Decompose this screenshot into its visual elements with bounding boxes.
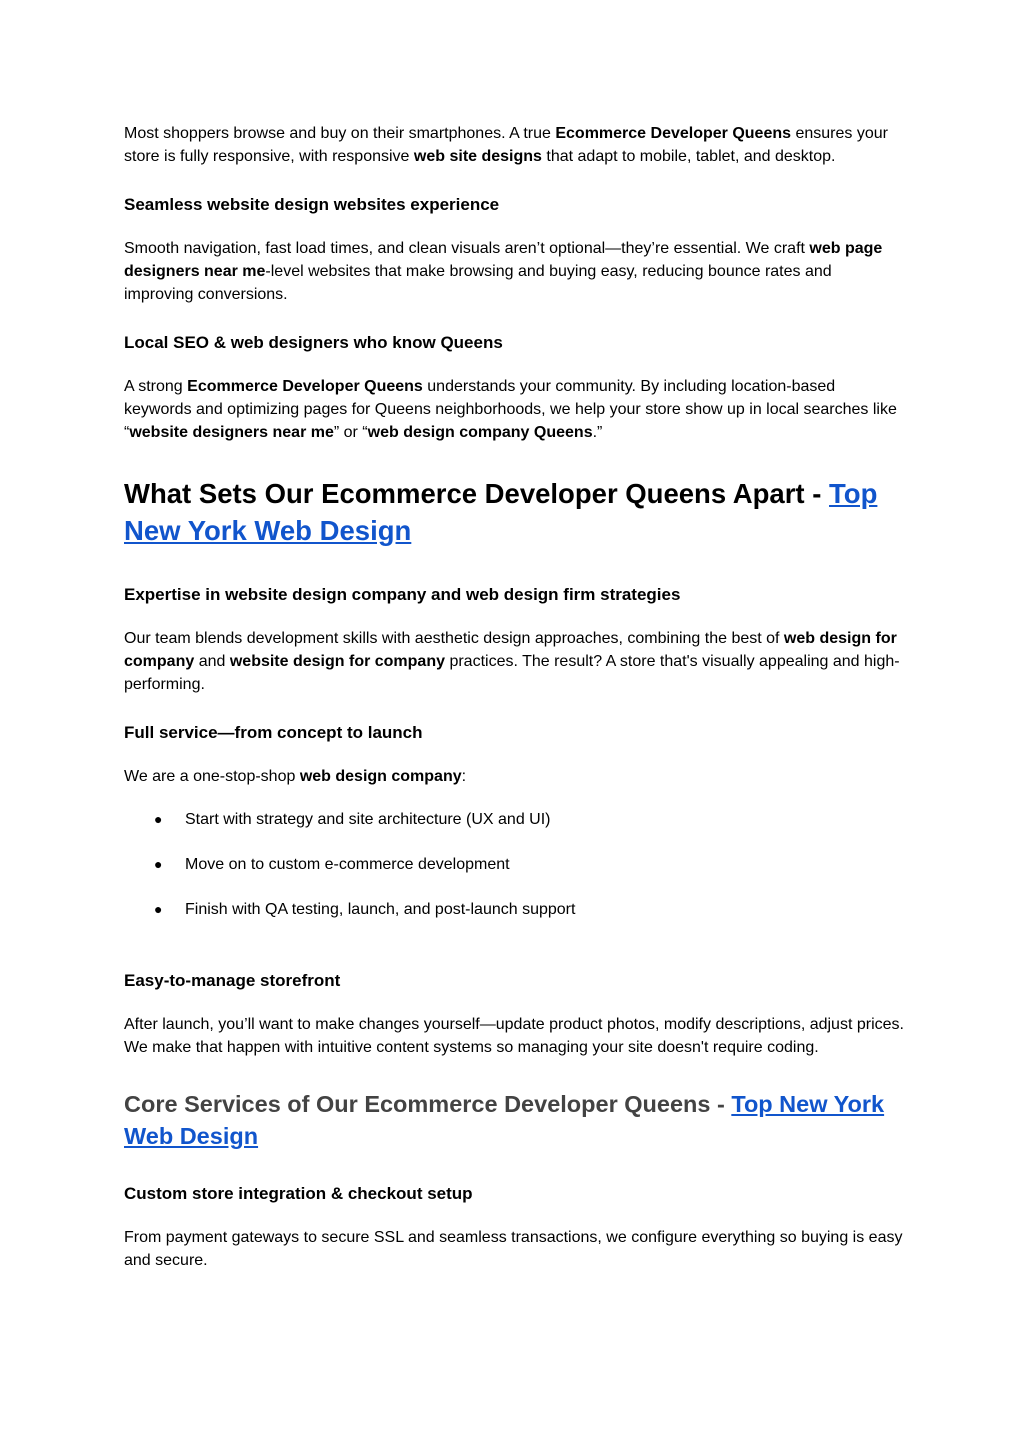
storefront-paragraph: After launch, you’ll want to make changes yourself—update product photos, modify descriptions, adjust prices. We make that happen with intuitive content systems so managing your site doesn't require coding. bbox=[124, 1016, 904, 1056]
document-page bbox=[124, 122, 904, 1272]
bullet-icon: ● bbox=[154, 901, 163, 917]
top-new-york-web-design-link[interactable]: Top New York Web Design bbox=[124, 478, 878, 546]
list-item: ● Move on to custom e-commerce development bbox=[124, 853, 904, 876]
local-seo-heading: Local SEO & web designers who know Queens bbox=[124, 333, 503, 352]
seamless-heading: Seamless website design websites experience bbox=[124, 195, 500, 214]
top-new-york-web-design-link[interactable]: Top New York Web Design bbox=[124, 1091, 885, 1149]
expertise-paragraph: Our team blends development skills with aesthetic design approaches, combining the best of web design for company and website design for company practices. The result? A store that's visually appealing and high-performing. bbox=[124, 630, 900, 693]
local-seo-paragraph: A strong Ecommerce Developer Queens understands your community. By including location-based keywords and optimizing pages for Queens neighborhoods, we help your store show up in local searches like “website designers near me” or “web design company Queens.” bbox=[124, 378, 897, 441]
service-steps-list bbox=[124, 808, 904, 921]
expertise-heading: Expertise in website design company and web design firm strategies bbox=[124, 585, 681, 604]
checkout-heading: Custom store integration & checkout setup bbox=[124, 1184, 473, 1203]
bullet-icon: ● bbox=[154, 811, 163, 827]
full-service-paragraph: We are a one-stop-shop web design company: bbox=[124, 768, 467, 785]
full-service-heading: Full service—from concept to launch bbox=[124, 723, 423, 742]
core-services-heading: Core Services of Our Ecommerce Developer Queens - Top New York Web Design bbox=[124, 1091, 885, 1149]
list-item: ● Start with strategy and site architecture (UX and UI) bbox=[124, 808, 904, 831]
bullet-icon: ● bbox=[154, 856, 163, 872]
seamless-paragraph: Smooth navigation, fast load times, and clean visuals aren’t optional—they’re essential. We craft web page designers near me-level websites that make browsing and buying easy, reducing bounce rates and improving conversions. bbox=[124, 240, 883, 303]
intro-paragraph: Most shoppers browse and buy on their smartphones. A true Ecommerce Developer Queens ensures your store is fully responsive, with responsive web site designs that adapt to mobile, tablet, and desktop. bbox=[124, 125, 888, 165]
checkout-paragraph: From payment gateways to secure SSL and seamless transactions, we configure everything so buying is easy and secure. bbox=[124, 1229, 903, 1269]
storefront-heading: Easy-to-manage storefront bbox=[124, 971, 341, 990]
list-item: ● Finish with QA testing, launch, and post-launch support bbox=[124, 898, 904, 921]
sets-apart-heading: What Sets Our Ecommerce Developer Queens Apart - Top New York Web Design bbox=[124, 478, 878, 546]
